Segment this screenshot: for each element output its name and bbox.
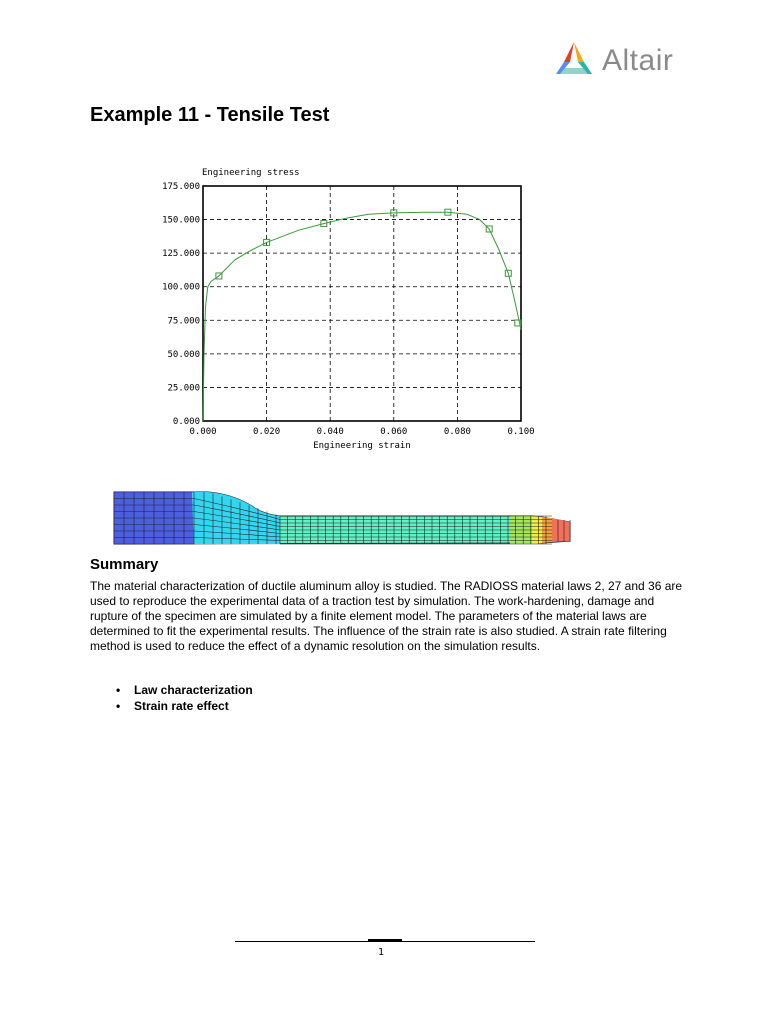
footer-rule-accent (368, 939, 402, 942)
summary-paragraph: The material characterization of ductile aluminum alloy is studied. The RADIOSS material laws 2, 27 and 36 are used to reproduce the experimental data of a traction test by simulation. The work-hardening, damage and rupture of the specimen are simulated by a finite element model. The parameters of the material laws are determined to fit the experimental results. The influence of the strain rate is also studied. A strain rate filtering method is used to reduce the effect of a dynamic resolution on the simulation results. (90, 579, 683, 653)
x-axis-label: Engineering strain (313, 441, 411, 451)
y-tick-label: 175.000 (162, 182, 200, 192)
x-tick-label: 0.080 (443, 427, 471, 437)
y-tick-label: 25.000 (167, 383, 200, 394)
y-tick-label: 150.000 (162, 215, 200, 226)
x-tick-label: 0.100 (507, 427, 535, 437)
stress-strain-chart (150, 160, 540, 460)
y-axis-label: Engineering stress (202, 168, 300, 178)
page-title: Example 11 - Tensile Test (90, 104, 330, 126)
list-item (116, 682, 253, 698)
specimen-mesh (112, 490, 574, 546)
x-tick-label: 0.060 (380, 427, 408, 437)
bullet-text: Strain rate effect (134, 699, 229, 713)
x-tick-label: 0.020 (253, 427, 281, 437)
y-tick-label: 100.000 (162, 282, 200, 293)
mesh-region-red (552, 518, 570, 542)
y-tick-label: 125.000 (162, 249, 200, 260)
y-tick-label: 75.000 (167, 316, 200, 327)
bullet-text: Law characterization (134, 683, 253, 697)
page-number: 1 (378, 947, 385, 958)
x-tick-label: 0.040 (316, 427, 344, 437)
bullet-icon: • (116, 699, 121, 713)
y-tick-label: 0.000 (172, 417, 200, 427)
x-tick-label: 0.000 (189, 427, 217, 437)
summary-heading: Summary (90, 556, 159, 573)
altair-logo (556, 40, 686, 84)
list-item (116, 698, 253, 714)
altair-logo-text: Altair (602, 44, 674, 77)
summary-bullet-list (116, 682, 253, 714)
bullet-icon: • (116, 683, 121, 697)
plot-frame (203, 186, 521, 421)
y-tick-label: 50.000 (167, 349, 200, 360)
altair-logo-icon (556, 40, 592, 80)
